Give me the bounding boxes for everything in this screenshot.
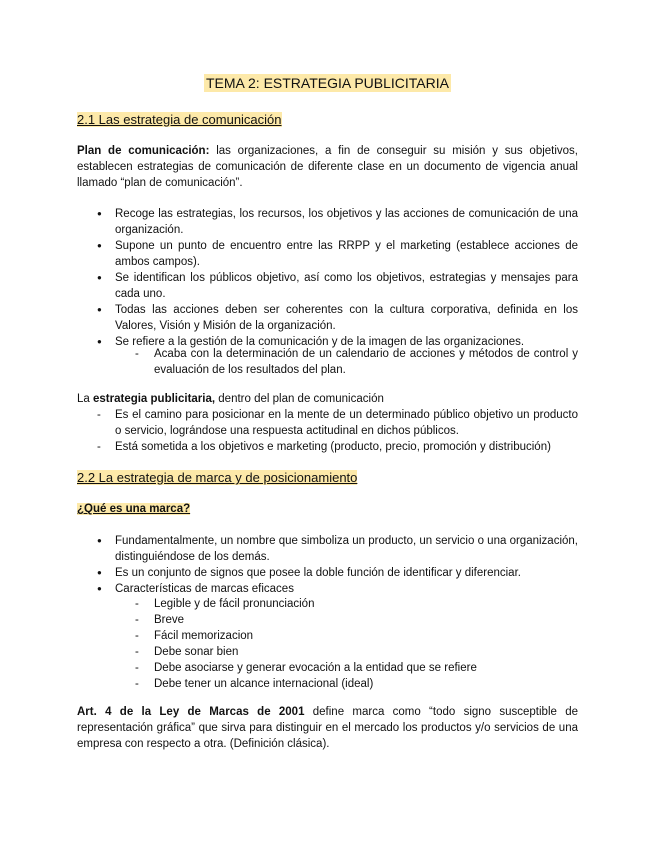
list-item: ● Es un conjunto de signos que posee la doble función de identificar y diferenciar. xyxy=(77,565,578,581)
section-heading-strategy: 2.1 Las estrategia de comunicación xyxy=(77,112,282,127)
plan-paragraph: Plan de comunicación: las organizaciones, a fin de conseguir su misión y sus objetivos, establecen estrategias de comunicación de diferente clase en un documento de vigencia anual llamado “plan de comunicación”. xyxy=(77,145,579,189)
plan-bullet-list xyxy=(77,206,578,350)
list-item: ● Recoge las estrategias, los recursos, los objetivos y las acciones de comunicación de una organización. xyxy=(77,206,578,238)
list-item: ● Se refiere a la gestión de la comunicación y de la imagen de las organizaciones. xyxy=(77,334,578,350)
art-paragraph: Art. 4 de la Ley de Marcas de 2001 define marca como “todo signo susceptible de representación gráfica” que sirva para distinguir en el mercado los productos y/o servicios de una empresa con respecto a otra. (Definición clásica). xyxy=(77,706,578,750)
list-item: ● Todas las acciones deben ser coherentes con la cultura corporativa, definida en los Valores, Visión y Misión de la organización. xyxy=(77,302,578,334)
estrategia-paragraph: La estrategia publicitaria, dentro del plan de comunicación xyxy=(77,393,384,405)
list-item: ● Supone un punto de encuentro entre las RRPP y el marketing (establece acciones de ambos campos). xyxy=(77,238,578,270)
list-item: - Debe tener un alcance internacional (ideal) xyxy=(77,676,578,692)
section-heading-brand: 2.2 La estrategia de marca y de posicionamiento xyxy=(77,470,358,485)
list-item: - Está sometida a los objetivos e marketing (producto, precio, promoción y distribución) xyxy=(77,439,578,455)
list-item: - Acaba con la determinación de un calendario de acciones y métodos de control y evaluación de los resultados del plan. xyxy=(77,346,578,378)
list-item: ● Características de marcas eficaces xyxy=(77,581,578,597)
subheading-brand-question: ¿Qué es una marca? xyxy=(77,503,191,515)
list-item: - Breve xyxy=(77,612,578,628)
plan-sub-list xyxy=(77,346,578,378)
list-item: - Fácil memorizacion xyxy=(77,628,578,644)
page-title: TEMA 2: ESTRATEGIA PUBLICITARIA xyxy=(206,75,449,91)
brand-bullet-list xyxy=(77,533,578,597)
list-item: ● Se identifican los públicos objetivo, así como los objetivos, estrategias y mensajes para cada uno. xyxy=(77,270,578,302)
list-item: - Legible y de fácil pronunciación xyxy=(77,596,578,612)
list-item: - Debe sonar bien xyxy=(77,644,578,660)
list-item: - Debe asociarse y generar evocación a la entidad que se refiere xyxy=(77,660,578,676)
list-item: - Es el camino para posicionar en la mente de un determinado público objetivo un producto o servicio, lográndose una respuesta actitudinal en dichos públicos. xyxy=(77,407,578,439)
estrategia-dash-list xyxy=(77,407,578,455)
characteristics-list xyxy=(77,596,578,692)
list-item: ● Fundamentalmente, un nombre que simboliza un producto, un servicio o una organización, distinguiéndose de los demás. xyxy=(77,533,578,565)
